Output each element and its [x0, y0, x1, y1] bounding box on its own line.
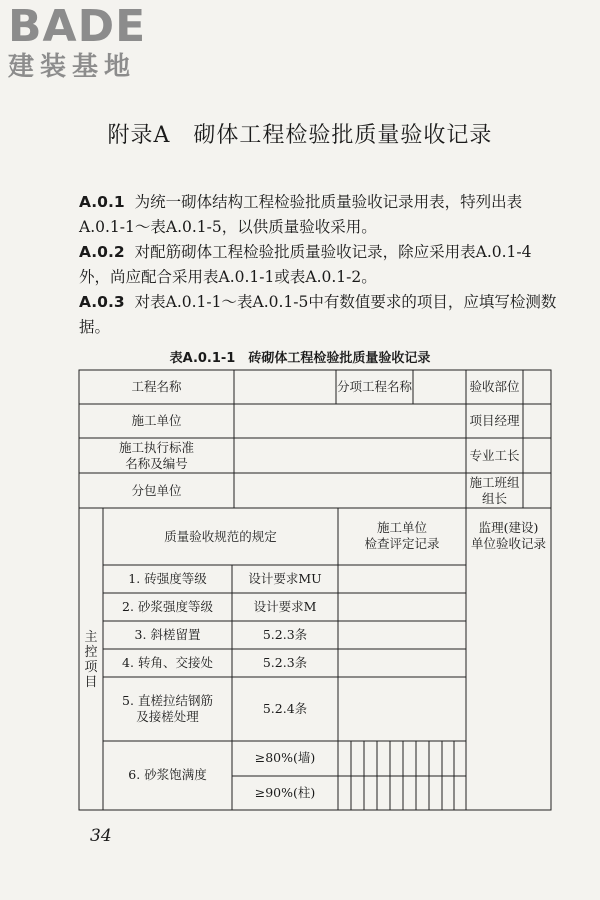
clause-text: 对表A.0.1-1～表A.0.1-5中有数值要求的项目，应填写检测数据。: [79, 293, 557, 336]
item-3-label: 3. 斜槎留置: [134, 627, 201, 642]
item-1-label: 1. 砖强度等级: [128, 571, 207, 586]
clause-id: A.0.3: [79, 293, 125, 311]
label-foreman: 专业工长: [469, 448, 520, 463]
item-2-label: 2. 砂浆强度等级: [122, 599, 213, 614]
table-caption: 表A.0.1-1 砖砌体工程检验批质量验收记录: [169, 351, 431, 366]
item-6-req-wall: ≥80%(墙): [254, 750, 316, 765]
page-number: 34: [90, 826, 112, 846]
col-supervision-line2: 单位验收记录: [470, 536, 546, 551]
item-6-req-column: ≥90%(柱): [254, 785, 316, 800]
item-1-requirement: 设计要求MU: [248, 571, 322, 586]
item-5-label: [103, 693, 232, 725]
label-sub-project: 分项工程名称: [336, 379, 412, 394]
appendix-title: 附录A 砌体工程检验批质量验收记录: [107, 123, 493, 148]
item-6-label: 6. 砂浆饱满度: [128, 767, 207, 782]
label-standard-line1: 施工执行标准: [118, 440, 194, 455]
label-contractor: 施工单位: [131, 413, 182, 428]
col-construction-line1: 施工单位: [376, 520, 427, 535]
item-5-label-line2: 及接槎处理: [136, 709, 199, 724]
label-standard: [79, 440, 234, 472]
label-team-leader-line2: 组长: [481, 491, 507, 506]
label-acceptance-part: 验收部位: [469, 379, 520, 394]
item-4-requirement: 5.2.3条: [262, 655, 308, 670]
table-border: [79, 370, 551, 810]
logo-brand-cn: 建装基地: [8, 52, 137, 82]
clause-id: A.0.1: [79, 193, 125, 211]
clause-id: A.0.2: [79, 243, 125, 261]
label-team-leader: [466, 475, 523, 507]
label-project-manager: 项目经理: [469, 413, 520, 428]
clause-text: 为统一砌体结构工程检验批质量验收记录用表，特列出表A.0.1-1～表A.0.1-5，以供质量验收采用。: [79, 193, 523, 236]
item-4-label: 4. 转角、交接处: [122, 655, 213, 670]
label-project-name: 工程名称: [131, 379, 182, 394]
item-5-label-line1: 5. 直槎拉结钢筋: [122, 693, 213, 708]
col-construction-line2: 检查评定记录: [364, 536, 440, 551]
logo-brand: BADE: [8, 1, 147, 52]
item-2-requirement: 设计要求M: [253, 599, 317, 614]
clause-text: 对配筋砌体工程检验批质量验收记录，除应采用表A.0.1-4外，尚应配合采用表A.0.1-1或表A.0.1-2。: [79, 243, 532, 286]
label-subcontractor: 分包单位: [131, 483, 182, 498]
label-team-leader-line1: 施工班组: [469, 475, 520, 490]
col-construction: [338, 520, 466, 552]
item-5-requirement: 5.2.4条: [262, 701, 308, 716]
col-supervision: [466, 520, 551, 552]
item-3-requirement: 5.2.3条: [262, 627, 308, 642]
label-standard-line2: 名称及编号: [125, 456, 188, 471]
label-main-control: 主控项目: [84, 630, 98, 690]
col-spec: 质量验收规范的规定: [164, 529, 277, 544]
col-supervision-line1: 监理(建设): [478, 520, 539, 535]
